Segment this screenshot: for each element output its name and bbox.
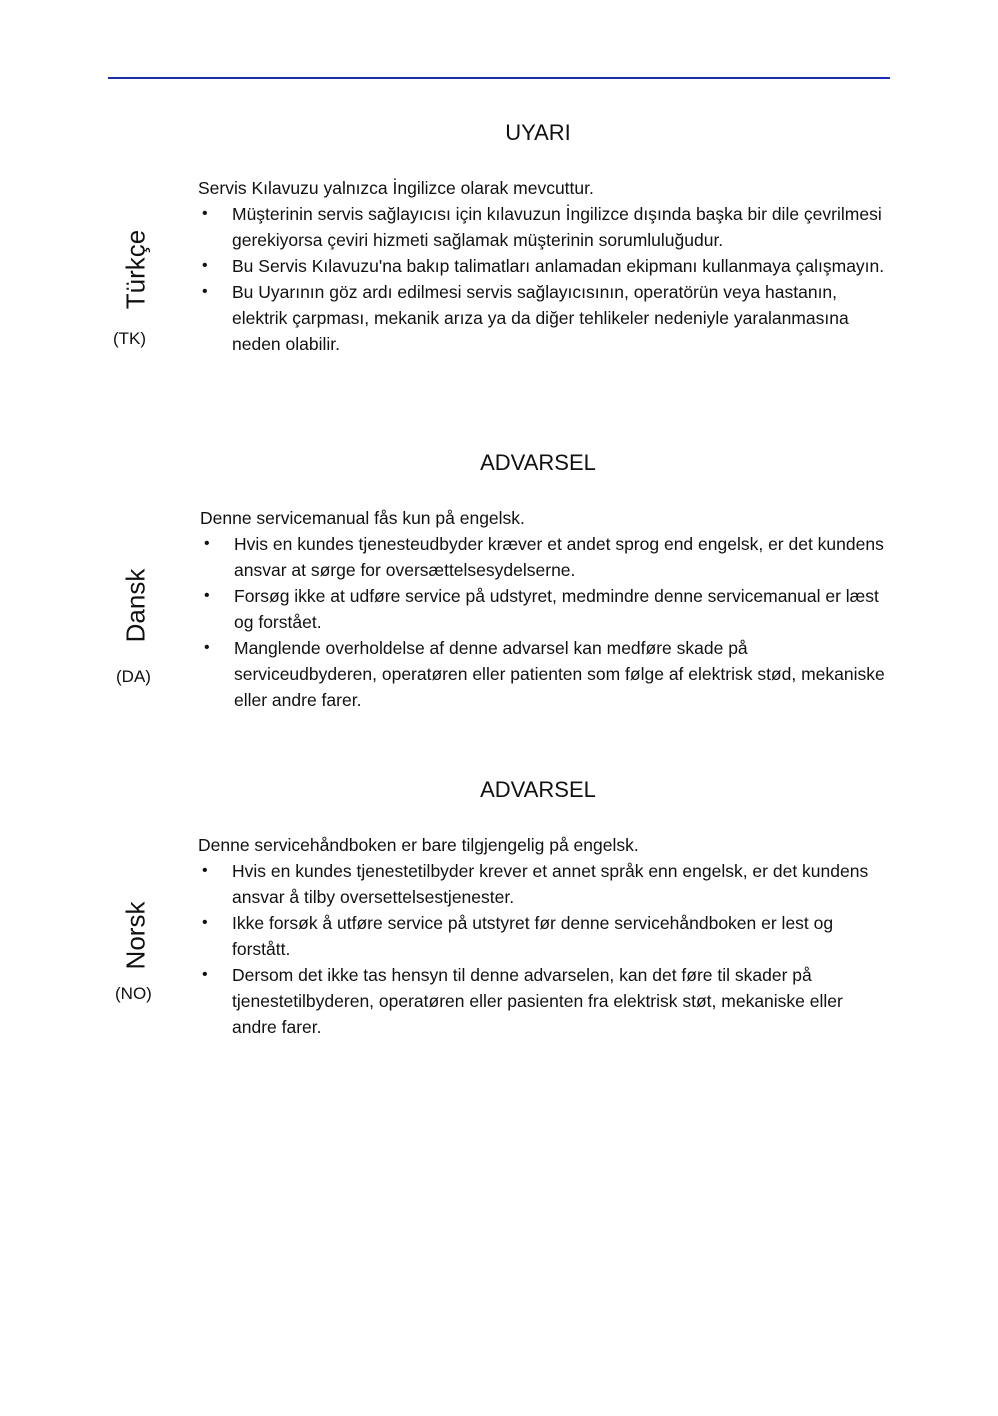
list-item: • Dersom det ikke tas hensyn til denne advarselen, kan det føre til skader på tjenestetilbyderen, operatøren eller pasienten fra elektrisk støt, mekaniske eller andre farer. — [202, 965, 843, 1037]
language-code: (DA) — [116, 667, 151, 686]
section-heading: ADVARSEL — [480, 777, 596, 802]
intro-text: Denne servicemanual fås kun på engelsk. — [200, 508, 525, 528]
section-heading: ADVARSEL — [480, 450, 596, 475]
list-item: • Müşterinin servis sağlayıcısı için kılavuzun İngilizce dışında başka bir dile çevrilmesi gerekiyorsa çeviri hizmeti sağlamak müşterinin sorumluluğudur. — [202, 204, 882, 250]
language-code: (NO) — [115, 984, 152, 1003]
language-code: (TK) — [113, 329, 147, 348]
header-rule — [108, 77, 890, 79]
warning-body — [200, 505, 890, 713]
list-item: • Bu Uyarının göz ardı edilmesi servis sağlayıcısının, operatörün veya hastanın, elektrik çarpması, mekanik arıza ya da diğer tehlikeler nedeniyle yaralanmasına neden olabilir. — [202, 282, 849, 354]
section-heading: UYARI — [505, 120, 571, 145]
list-item: • Ikke forsøk å utføre service på utstyret før denne servicehåndboken er lest og forstått. — [202, 913, 834, 959]
language-label: Norsk — [120, 901, 151, 970]
language-label: Dansk — [120, 568, 151, 643]
bullet-list — [200, 531, 890, 713]
list-item: • Bu Servis Kılavuzu'na bakıp talimatları anlamadan ekipmanı kullanmaya çalışmayın. — [202, 256, 885, 276]
list-item: • Hvis en kundes tjenestetilbyder krever et annet språk enn engelsk, er det kundens ansvar å tilby oversettelsestjenester. — [202, 861, 869, 907]
warning-body — [198, 175, 888, 357]
list-item: • Forsøg ikke at udføre service på udstyret, medmindre denne servicemanual er læst og forstået. — [204, 586, 879, 632]
intro-text: Denne servicehåndboken er bare tilgjengelig på engelsk. — [198, 835, 639, 855]
language-label: Türkçe — [120, 229, 151, 310]
bullet-list — [198, 201, 888, 357]
list-item: • Manglende overholdelse af denne advarsel kan medføre skade på serviceudbyderen, operatøren eller patienten som følge af elektrisk stød, mekaniske eller andre farer. — [204, 638, 885, 710]
list-item: • Hvis en kundes tjenesteudbyder kræver et andet sprog end engelsk, er det kundens ansvar at sørge for oversættelsesydelserne. — [204, 534, 884, 580]
warning-body — [198, 832, 888, 1040]
intro-text: Servis Kılavuzu yalnızca İngilizce olarak mevcuttur. — [198, 178, 594, 198]
bullet-list — [198, 858, 888, 1040]
